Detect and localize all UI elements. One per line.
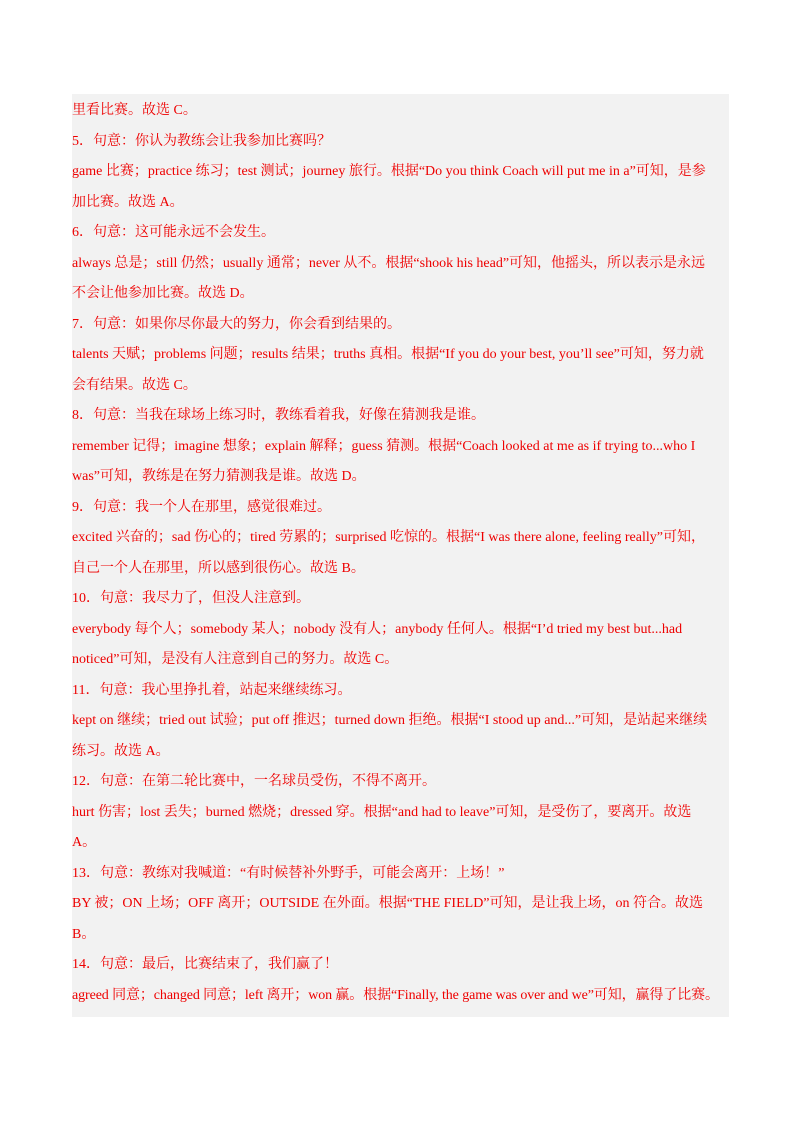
text-line: 6．句意：这可能永远不会发生。 [72, 225, 275, 240]
text-line: 7．句意：如果你尽你最大的努力，你会看到结果的。 [72, 316, 401, 332]
text-line: game 比赛；practice 练习；test 测试；journey 旅行。根据“Do you think Coach will put me in a”可知，是参 [72, 164, 706, 179]
text-line: was”可知，教练是在努力猜测我是谁。故选 D。 [72, 469, 366, 484]
text-line: 自己一个人在那里，所以感到很伤心。故选 B。 [72, 560, 365, 576]
text-line: 12．句意：在第二轮比赛中，一名球员受伤，不得不离开。 [72, 774, 436, 789]
text-line: 14．句意：最后，比赛结束了，我们赢了！ [72, 957, 338, 972]
text-line: 不会让他参加比赛。故选 D。 [72, 286, 254, 301]
text-line: talents 天赋；problems 问题；results 结果；truths 真相。根据“If you do your best, you’ll see”可知，努力就 [72, 347, 704, 362]
text-line: 11．句意：我心里挣扎着，站起来继续练习。 [72, 682, 352, 698]
text-line: 会有结果。故选 C。 [72, 377, 197, 393]
text-line: A。 [72, 835, 97, 850]
text-line: 练习。故选 A。 [72, 743, 170, 759]
text-line: remember 记得；imagine 想象；explain 解释；guess 猜测。根据“Coach looked at me as if trying to...who I [72, 438, 696, 454]
text-line: 13．句意：教练对我喊道：“有时候替补外野手，可能会离开：上场！” [72, 865, 505, 881]
text-line: agreed 同意；changed 同意；left 离开；won 赢。根据“Finally, the game was over and we”可知，赢得了比赛。 [72, 987, 719, 1003]
text-line: 加比赛。故选 A。 [72, 194, 184, 210]
text-line: B。 [72, 926, 96, 942]
text-line: excited 兴奋的；sad 伤心的；tired 劳累的；surprised 吃惊的。根据“I was there alone, feeling really”可知， [72, 530, 705, 545]
text-line: 8．句意：当我在球场上练习时，教练看着我，好像在猜测我是谁。 [72, 408, 485, 423]
text-line: always 总是；still 仍然；usually 通常；never 从不。根据“shook his head”可知，他摇头，所以表示是永远 [72, 255, 706, 271]
answer-explanations [72, 94, 729, 1017]
text-line: 里看比赛。故选 C。 [72, 103, 197, 118]
text-line: everybody 每个人；somebody 某人；nobody 没有人；anybody 任何人。根据“I’d tried my best but...had [72, 621, 683, 637]
text-line: hurt 伤害；lost 丢失；burned 燃烧；dressed 穿。根据“and had to leave”可知，是受伤了，要离开。故选 [72, 804, 692, 820]
text-line: 5．句意：你认为教练会让我参加比赛吗？ [72, 133, 331, 149]
text-line: noticed”可知，是没有人注意到自己的努力。故选 C。 [72, 652, 399, 667]
text-line: 9．句意：我一个人在那里，感觉很难过。 [72, 499, 331, 515]
text-line: BY 被；ON 上场；OFF 离开；OUTSIDE 在外面。根据“THE FIELD”可知，是让我上场，on 符合。故选 [72, 896, 704, 911]
text-line: kept on 继续；tried out 试验；put off 推迟；turned down 拒绝。根据“I stood up and...”可知，是站起来继续 [72, 713, 708, 728]
text-line: 10．句意：我尽力了，但没人注意到。 [72, 591, 310, 606]
